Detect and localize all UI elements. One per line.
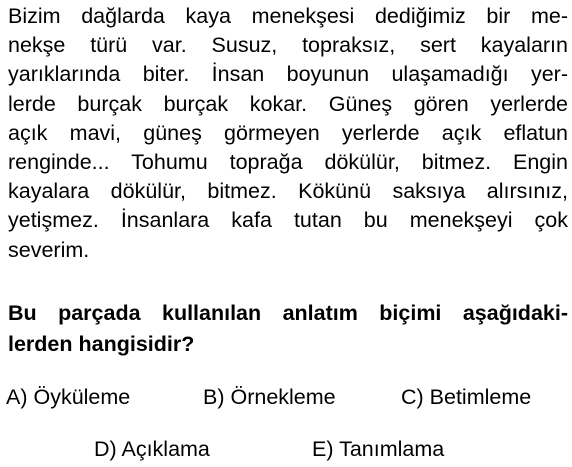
question-line: lerden hangisidir? <box>8 332 195 356</box>
passage-line: severim. <box>8 237 90 262</box>
passage-line: renginde... Tohumu toprağa dökülür, bitmez. Engin <box>8 150 568 175</box>
answer-option-c[interactable]: C) Betimleme <box>401 385 532 409</box>
passage-line: açık mavi, güneş görmeyen yerlerde açık eflatun <box>8 120 568 145</box>
passage-line: lerde burçak burçak kokar. Güneş gören yerlerde <box>8 91 568 116</box>
passage-line: yarıklarında biter. İnsan boyunun ulaşamadığı yer- <box>8 62 568 87</box>
question-stem <box>8 298 568 360</box>
passage-line: kayalara dökülür, bitmez. Kökünü saksıya alırsınız, <box>8 179 568 204</box>
answer-option-b[interactable]: B) Örnekleme <box>203 385 336 409</box>
answer-option-d[interactable]: D) Açıklama <box>94 437 210 461</box>
answer-option-e[interactable]: E) Tanımlama <box>312 437 445 461</box>
passage-line: yetişmez. İnsanlara kafa tutan bu menekşeyi çok <box>8 208 568 233</box>
passage-line: Bizim dağlarda kaya menekşesi dediğimiz bir me- <box>8 4 568 28</box>
answer-option-a[interactable]: A) Öyküleme <box>6 385 131 409</box>
passage-line: nekşe türü var. Susuz, topraksız, sert kayaların <box>8 33 568 58</box>
question-line: Bu parçada kullanılan anlatım biçimi aşağıdaki- <box>8 301 568 325</box>
reading-passage <box>8 2 568 265</box>
